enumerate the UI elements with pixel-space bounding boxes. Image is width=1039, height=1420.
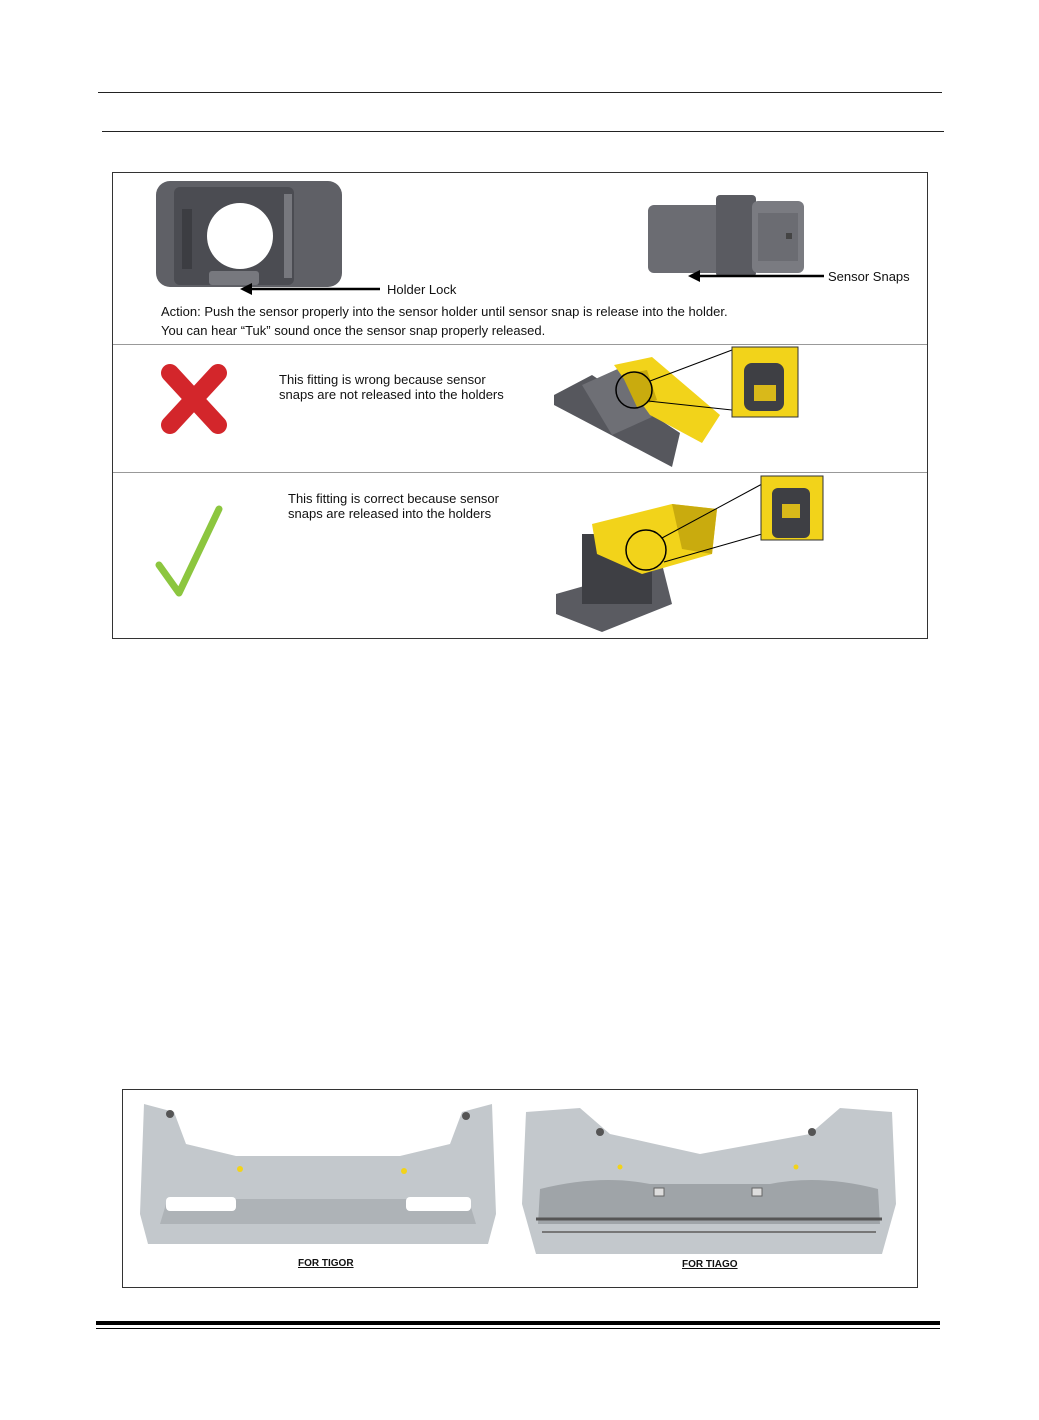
action-text-line-1: Action: Push the sensor properly into the sensor holder until sensor snap is release into the holder. [161, 304, 728, 319]
tiago-bumper-image [520, 1104, 898, 1262]
holder-lock-label: Holder Lock [387, 282, 457, 297]
check-icon [155, 503, 225, 598]
tigor-bumper-image [136, 1094, 500, 1254]
footer-rule-thick [96, 1321, 940, 1325]
correct-fitting-image [552, 474, 827, 634]
wrong-fitting-text-line-1: This fitting is wrong because sensor [279, 372, 486, 387]
correct-fitting-text-line-1: This fitting is correct because sensor [288, 491, 499, 506]
tiago-caption: FOR TIAGO [682, 1259, 738, 1270]
cross-icon [160, 363, 228, 435]
tigor-caption: FOR TIGOR [298, 1258, 354, 1269]
sensor-holder-image [154, 179, 344, 291]
action-text-line-2: You can hear “Tuk” sound once the sensor snap properly released. [161, 323, 546, 338]
sensor-snaps-label: Sensor Snaps [828, 269, 910, 284]
correct-fitting-text-line-2: snaps are released into the holders [288, 506, 492, 521]
header-rule-top [98, 92, 942, 93]
row-divider-1 [113, 344, 927, 345]
footer-rule-thin [96, 1328, 940, 1329]
sensor-snaps-arrow [688, 269, 824, 283]
row-divider-2 [113, 472, 927, 473]
header-rule-bottom [102, 131, 944, 132]
wrong-fitting-image [552, 345, 802, 470]
wrong-fitting-text-line-2: snaps are not released into the holders [279, 387, 504, 402]
holder-lock-arrow [240, 282, 380, 296]
sensor-image [646, 193, 806, 279]
